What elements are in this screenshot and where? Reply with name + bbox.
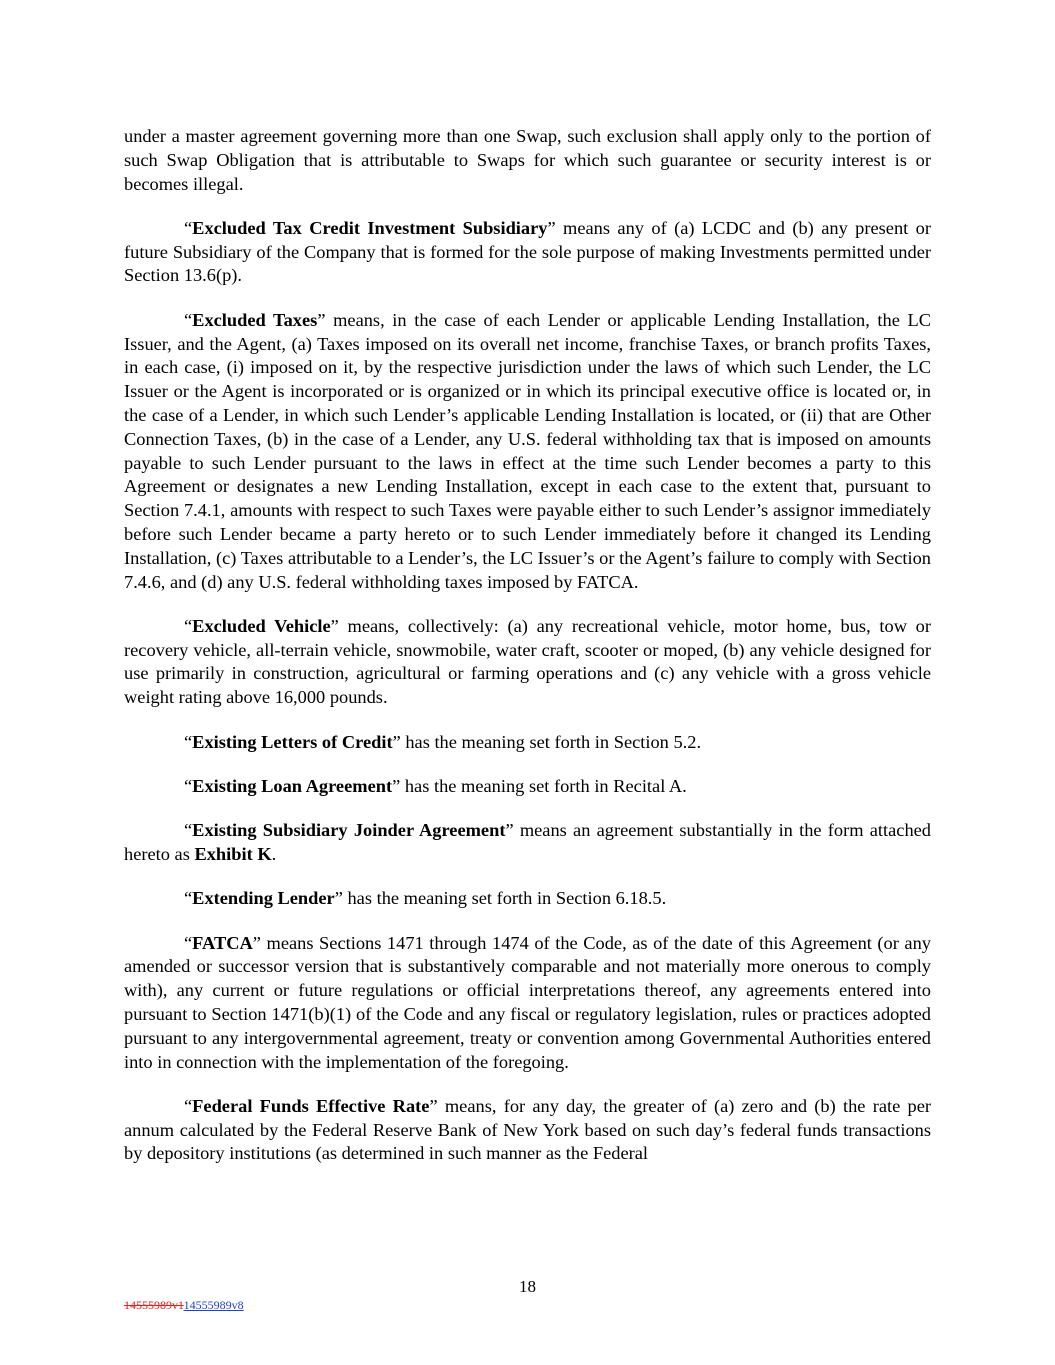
definition-text: ” means, for any day, the greater of (a) zero and (b) the rate per annum calculated by the Federal Reserve Bank of New York based on such day’s federal funds transactions by depository institutions (as determined in such manner as the Federal bbox=[124, 1095, 932, 1164]
document-id-deleted: 14555989v1 bbox=[124, 1298, 184, 1312]
definition-text: ” means any of (a) LCDC and (b) any present or future Subsidiary of the Company that is formed for the sole purpose of making Investments permitted under Section 13.6(p). bbox=[124, 217, 932, 286]
definition-existing-letters-of-credit bbox=[124, 731, 931, 755]
open-quote: “ bbox=[184, 932, 193, 953]
open-quote: “ bbox=[184, 217, 193, 238]
open-quote: “ bbox=[184, 731, 193, 752]
definition-text: ” means Sections 1471 through 1474 of the Code, as of the date of this Agreement (or any amended or successor version that is substantively comparable and not materially more onerous to comply with), any current or future regulations or official interpretations thereof, any agreements entered into pursuant to Section 1471(b)(1) of the Code and any fiscal or regulatory legislation, rules or practices adopted pursuant to any intergovernmental agreement, treaty or convention among Governmental Authorities entered into in connection with the implementation of the foregoing. bbox=[124, 932, 931, 1072]
open-quote: “ bbox=[184, 1095, 193, 1116]
definition-federal-funds-effective-rate bbox=[124, 1095, 931, 1166]
open-quote: “ bbox=[184, 888, 193, 909]
continuation-paragraph: under a master agreement governing more than one Swap, such exclusion shall apply only to the portion of such Swap Obligation that is attributable to Swaps for which such guarantee or security interest is or becomes illegal. bbox=[124, 126, 931, 194]
defined-term: Excluded Tax Credit Investment Subsidiary bbox=[192, 217, 548, 238]
defined-term: Existing Loan Agreement bbox=[192, 775, 393, 796]
definition-text: ” has the meaning set forth in Section 5.2. bbox=[392, 731, 702, 752]
definition-text: ” means, collectively: (a) any recreational vehicle, motor home, bus, tow or recovery vehicle, all-terrain vehicle, snowmobile, water craft, scooter or moped, (b) any vehicle designed for use primarily in construction, agricultural or farming operations and (c) any vehicle with a gross vehicle weight rating above 16,000 pounds. bbox=[124, 615, 932, 708]
definition-existing-subsidiary-joinder-agreement bbox=[124, 819, 931, 867]
definition-excluded-taxes bbox=[124, 309, 931, 595]
open-quote: “ bbox=[184, 775, 193, 796]
definition-excluded-vehicle bbox=[124, 615, 931, 710]
document-body bbox=[124, 125, 931, 1187]
defined-term: Excluded Taxes bbox=[192, 309, 318, 330]
definition-end: . bbox=[271, 843, 277, 864]
open-quote: “ bbox=[184, 615, 193, 636]
defined-term: Federal Funds Effective Rate bbox=[192, 1095, 430, 1116]
definition-text: ” has the meaning set forth in Recital A. bbox=[392, 775, 687, 796]
page-number: 18 bbox=[519, 1277, 536, 1296]
definition-extending-lender bbox=[124, 887, 931, 911]
open-quote: “ bbox=[184, 309, 193, 330]
defined-term: Excluded Vehicle bbox=[192, 615, 331, 636]
definition-existing-loan-agreement bbox=[124, 775, 931, 799]
document-id-inserted[interactable]: 14555989v8 bbox=[183, 1298, 244, 1312]
defined-term: Existing Subsidiary Joinder Agreement bbox=[192, 820, 506, 841]
definition-text: ” means an agreement substantially in the form attached hereto as bbox=[124, 820, 931, 864]
defined-term: Existing Letters of Credit bbox=[192, 731, 393, 752]
open-quote: “ bbox=[184, 820, 193, 841]
definition-text: ” means, in the case of each Lender or applicable Lending Installation, the LC Issuer, and the Agent, (a) Taxes imposed on its overall net income, franchise Taxes, or branch profits Taxes, in each case, (i) imposed on it, by the respective jurisdiction under the laws of which such Lender, the LC Issuer or the Agent is incorporated or is organized or in which its principal executive office is located or, in the case of a Lender, in which such Lender’s applicable Lending Installation is located, or (ii) that are Other Connection Taxes, (b) in the case of a Lender, any U.S. federal withholding tax that is imposed on amounts payable to such Lender pursuant to the laws in effect at the time such Lender becomes a party to this Agreement or designates a new Lending Installation, except in each case to the extent that, pursuant to Section 7.4.1, amounts with respect to such Taxes were payable either to such Lender’s assignor immediately before such Lender became a party hereto or to such Lender immediately before it changed its Lending Installation, (c) Taxes attributable to a Lender’s, the LC Issuer’s or the Agent’s failure to comply with Section 7.4.6, and (d) any U.S. federal withholding taxes imposed by FATCA. bbox=[124, 309, 931, 592]
definition-text: ” has the meaning set forth in Section 6.18.5. bbox=[334, 888, 667, 909]
exhibit-reference: Exhibit K bbox=[194, 843, 272, 864]
definition-excluded-tax-credit-investment-subsidiary bbox=[124, 217, 931, 288]
defined-term: FATCA bbox=[192, 932, 253, 953]
defined-term: Extending Lender bbox=[192, 888, 335, 909]
definition-fatca bbox=[124, 932, 931, 1075]
document-id bbox=[124, 1297, 244, 1313]
